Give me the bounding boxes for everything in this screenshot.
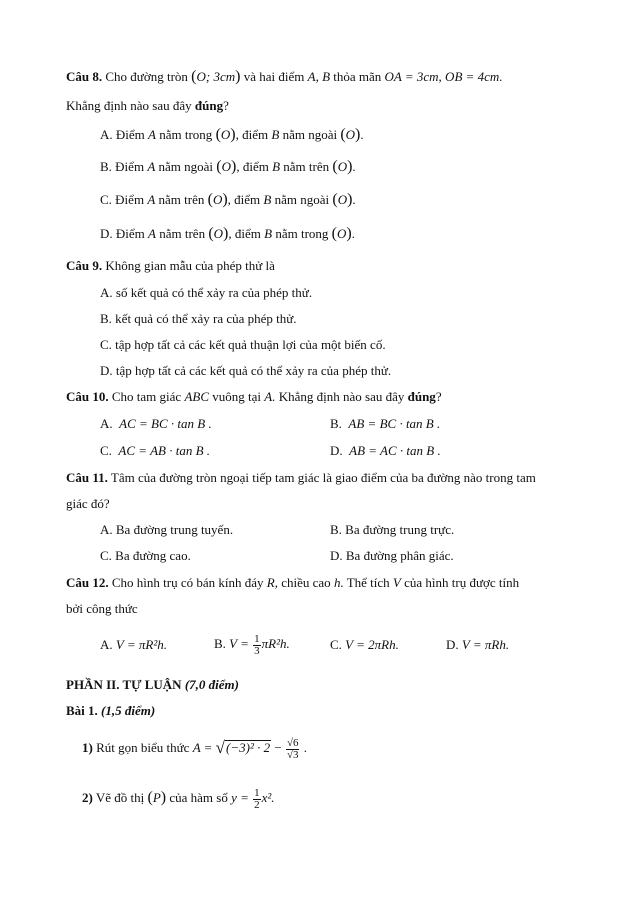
q10-option-b: B. AB = BC · tan B .	[330, 416, 441, 431]
q11-stem	[66, 470, 536, 486]
bai1-heading	[66, 703, 155, 719]
q10-option-a: A. AC = BC · tan B .	[100, 416, 212, 431]
q12-line2: bởi công thức	[66, 601, 138, 616]
q8-option-d: D. Điểm A nằm trên (O), điểm B nằm trong (O).	[100, 225, 355, 242]
q10-label: Câu 10.	[66, 389, 109, 404]
q8-question	[66, 98, 229, 114]
q8-text-c: thỏa mãn	[333, 69, 382, 84]
q12-stem: Câu 12. Cho hình trụ có bán kính đáy R, chiều cao h. Thể tích V của hình trụ được tính	[66, 575, 520, 590]
bai1-title: Bài 1.	[66, 703, 98, 718]
part2-title: PHẦN II. TỰ LUẬN	[66, 677, 182, 692]
q12-option-d: D. V = πRh.	[446, 637, 510, 652]
q8-text-b: và hai điểm	[243, 69, 305, 84]
q8-option-a: A. Điểm A nằm trong (O), điểm B nằm ngoài (O).	[100, 126, 364, 143]
q8-option-c: C. Điểm A nằm trên (O), điểm B nằm ngoài (O).	[100, 191, 356, 208]
q12-label: Câu 12.	[66, 575, 109, 590]
q11-line1: Tâm của đường tròn ngoại tiếp tam giác là giao điểm của ba đường nào trong tam	[110, 470, 536, 485]
q12-fraction: $\frac{1}{3}$	[254, 632, 260, 657]
q9-stem	[66, 258, 275, 274]
q8-points: A, B	[307, 69, 331, 84]
q8-condition: OA = 3cm, OB = 4cm.	[384, 69, 503, 84]
bai1-points: (1,5 điểm)	[101, 703, 156, 718]
q10-stem: Câu 10. Cho tam giác ABC vuông tại A. Khẳng định nào sau đây đúng?	[66, 389, 442, 404]
q8-circle: O; 3cm	[196, 69, 236, 84]
q11-option-a: A. Ba đường trung tuyến.	[100, 522, 234, 537]
q11-label: Câu 11.	[66, 470, 108, 485]
q8-text-a: Cho đường tròn	[105, 69, 188, 84]
part2-points: (7,0 điểm)	[184, 677, 239, 692]
q8-line2-bold: đúng	[194, 98, 224, 113]
q11-line2: giác đó?	[66, 496, 110, 511]
q11-option-c: C. Ba đường cao.	[100, 548, 191, 563]
q10-option-d: D. AB = AC · tan B .	[330, 443, 441, 458]
q8-line2-end: ?	[223, 98, 229, 113]
q12-option-b: B. V = $\frac{1}{3}$ πR²h.	[214, 632, 290, 657]
q11-option-d: D. Ba đường phân giác.	[330, 548, 454, 563]
q9-option-a: A. số kết quả có thể xảy ra của phép thử.	[100, 285, 313, 300]
q8-label: Câu 8.	[66, 69, 103, 84]
q11-option-b: B. Ba đường trung trực.	[330, 522, 455, 537]
q9-option-c: C. tập hợp tất cả các kết quả thuận lợi của một biến cố.	[100, 337, 386, 352]
q12-option-c: C. V = 2πRh.	[330, 637, 399, 652]
q9-option-b: B. kết quả có thể xảy ra của phép thử.	[100, 311, 297, 326]
bai1-question-1: 1) Rút gọn biểu thức A = √(−3)² · 2 − $\frac{√6}{√3}$ .	[82, 736, 307, 761]
bai1-question-2: 2) Vẽ đồ thị (P) của hàm số y = $\frac{1}{2}$ x².	[82, 786, 275, 811]
q9-text: Không gian mẫu của phép thử là	[105, 258, 275, 273]
q12-option-a: A. V = πR²h.	[100, 637, 167, 652]
part2-heading	[66, 677, 239, 693]
q8-stem: Câu 8. Cho đường tròn (O; 3cm) và hai điểm A, B thỏa mãn OA = 3cm, OB = 4cm.	[66, 68, 503, 85]
q9-option-d: D. tập hợp tất cả các kết quả có thể xảy ra của phép thử.	[100, 363, 392, 378]
q8-line2-text: Khẳng định nào sau đây	[66, 98, 192, 113]
q8-option-b: B. Điểm A nằm ngoài (O), điểm B nằm trên (O).	[100, 158, 356, 175]
q9-label: Câu 9.	[66, 258, 103, 273]
q10-option-c: C. AC = AB · tan B .	[100, 443, 211, 458]
